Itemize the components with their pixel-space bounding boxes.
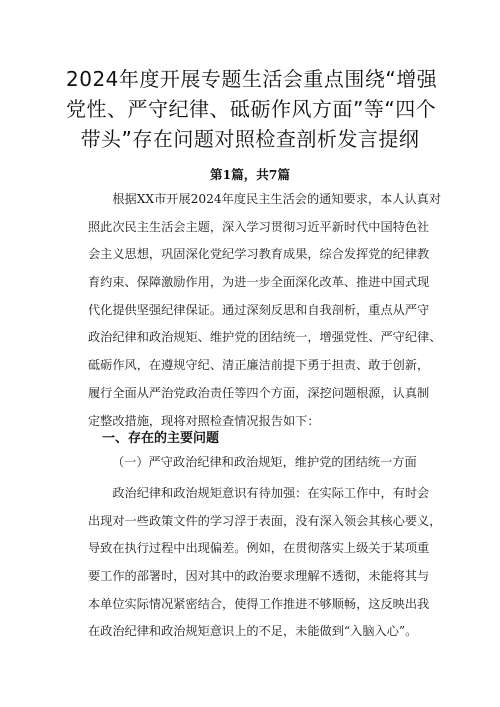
page-indicator: 第1篇，共7篇 xyxy=(210,167,290,182)
paragraph-line: 导致在执行过程中出现偏差。例如，在贯彻落实上级关于某项重 xyxy=(88,541,430,556)
paragraph-line: 政治纪律和政治规矩意识有待加强：在实际工作中，有时会 xyxy=(88,486,430,500)
subsection-paragraph xyxy=(88,480,442,646)
subsection-heading: （一）严守政治纪律和政治规矩，维护党的团结统一方面 xyxy=(112,455,417,469)
paragraph-line: 定整改措施，现将对照检查情况报告如下： xyxy=(88,413,320,428)
intro-paragraph xyxy=(88,186,442,435)
paragraph-line: 代化提供坚强纪律保证。通过深刻反思和自我剖析，重点从严守 xyxy=(88,302,430,317)
document-title xyxy=(66,64,438,154)
paragraph-line: 砥砺作风，在遵规守纪、清正廉洁前提下勇于担责、敢于创新， xyxy=(88,358,430,373)
paragraph-line: 在政治纪律和政治规矩意识上的不足，未能做到“入脑入心”。 xyxy=(88,624,418,639)
paragraph-line: 出现对一些政策文件的学习浮于表面，没有深入领会其核心要义， xyxy=(88,513,442,528)
paragraph-line: 会主义思想，巩固深化党纪学习教育成果，综合发挥党的纪律教 xyxy=(88,247,430,262)
paragraph-line: 根据XX市开展2024年度民主生活会的通知要求，本人认真对 xyxy=(88,192,442,206)
paragraph-line: 政治纪律和政治规矩、维护党的团结统一，增强党性、严守纪律、 xyxy=(88,330,442,345)
title-line: 带头”存在问题对照检查剖析发言提纲 xyxy=(80,127,420,151)
paragraph-line: 履行全面从严治党政治责任等四个方面，深挖问题根源，认真制 xyxy=(88,385,430,400)
title-line: 2024年度开展专题生活会重点围绕“增强 xyxy=(66,67,438,91)
section-heading: 一、存在的主要问题 xyxy=(102,431,220,446)
paragraph-line: 照此次民主生活会主题，深入学习贯彻习近平新时代中国特色社 xyxy=(88,219,430,234)
paragraph-line: 本单位实际情况紧密结合，使得工作推进不够顺畅，这反映出我 xyxy=(88,596,430,611)
paragraph-line: 要工作的部署时，因对其中的政治要求理解不透彻，未能将其与 xyxy=(88,569,430,584)
title-line: 党性、严守纪律、砥砺作风方面”等“四个 xyxy=(66,97,437,121)
paragraph-line: 育约束、保障激励作用，为进一步全面深化改革、推进中国式现 xyxy=(88,275,430,290)
